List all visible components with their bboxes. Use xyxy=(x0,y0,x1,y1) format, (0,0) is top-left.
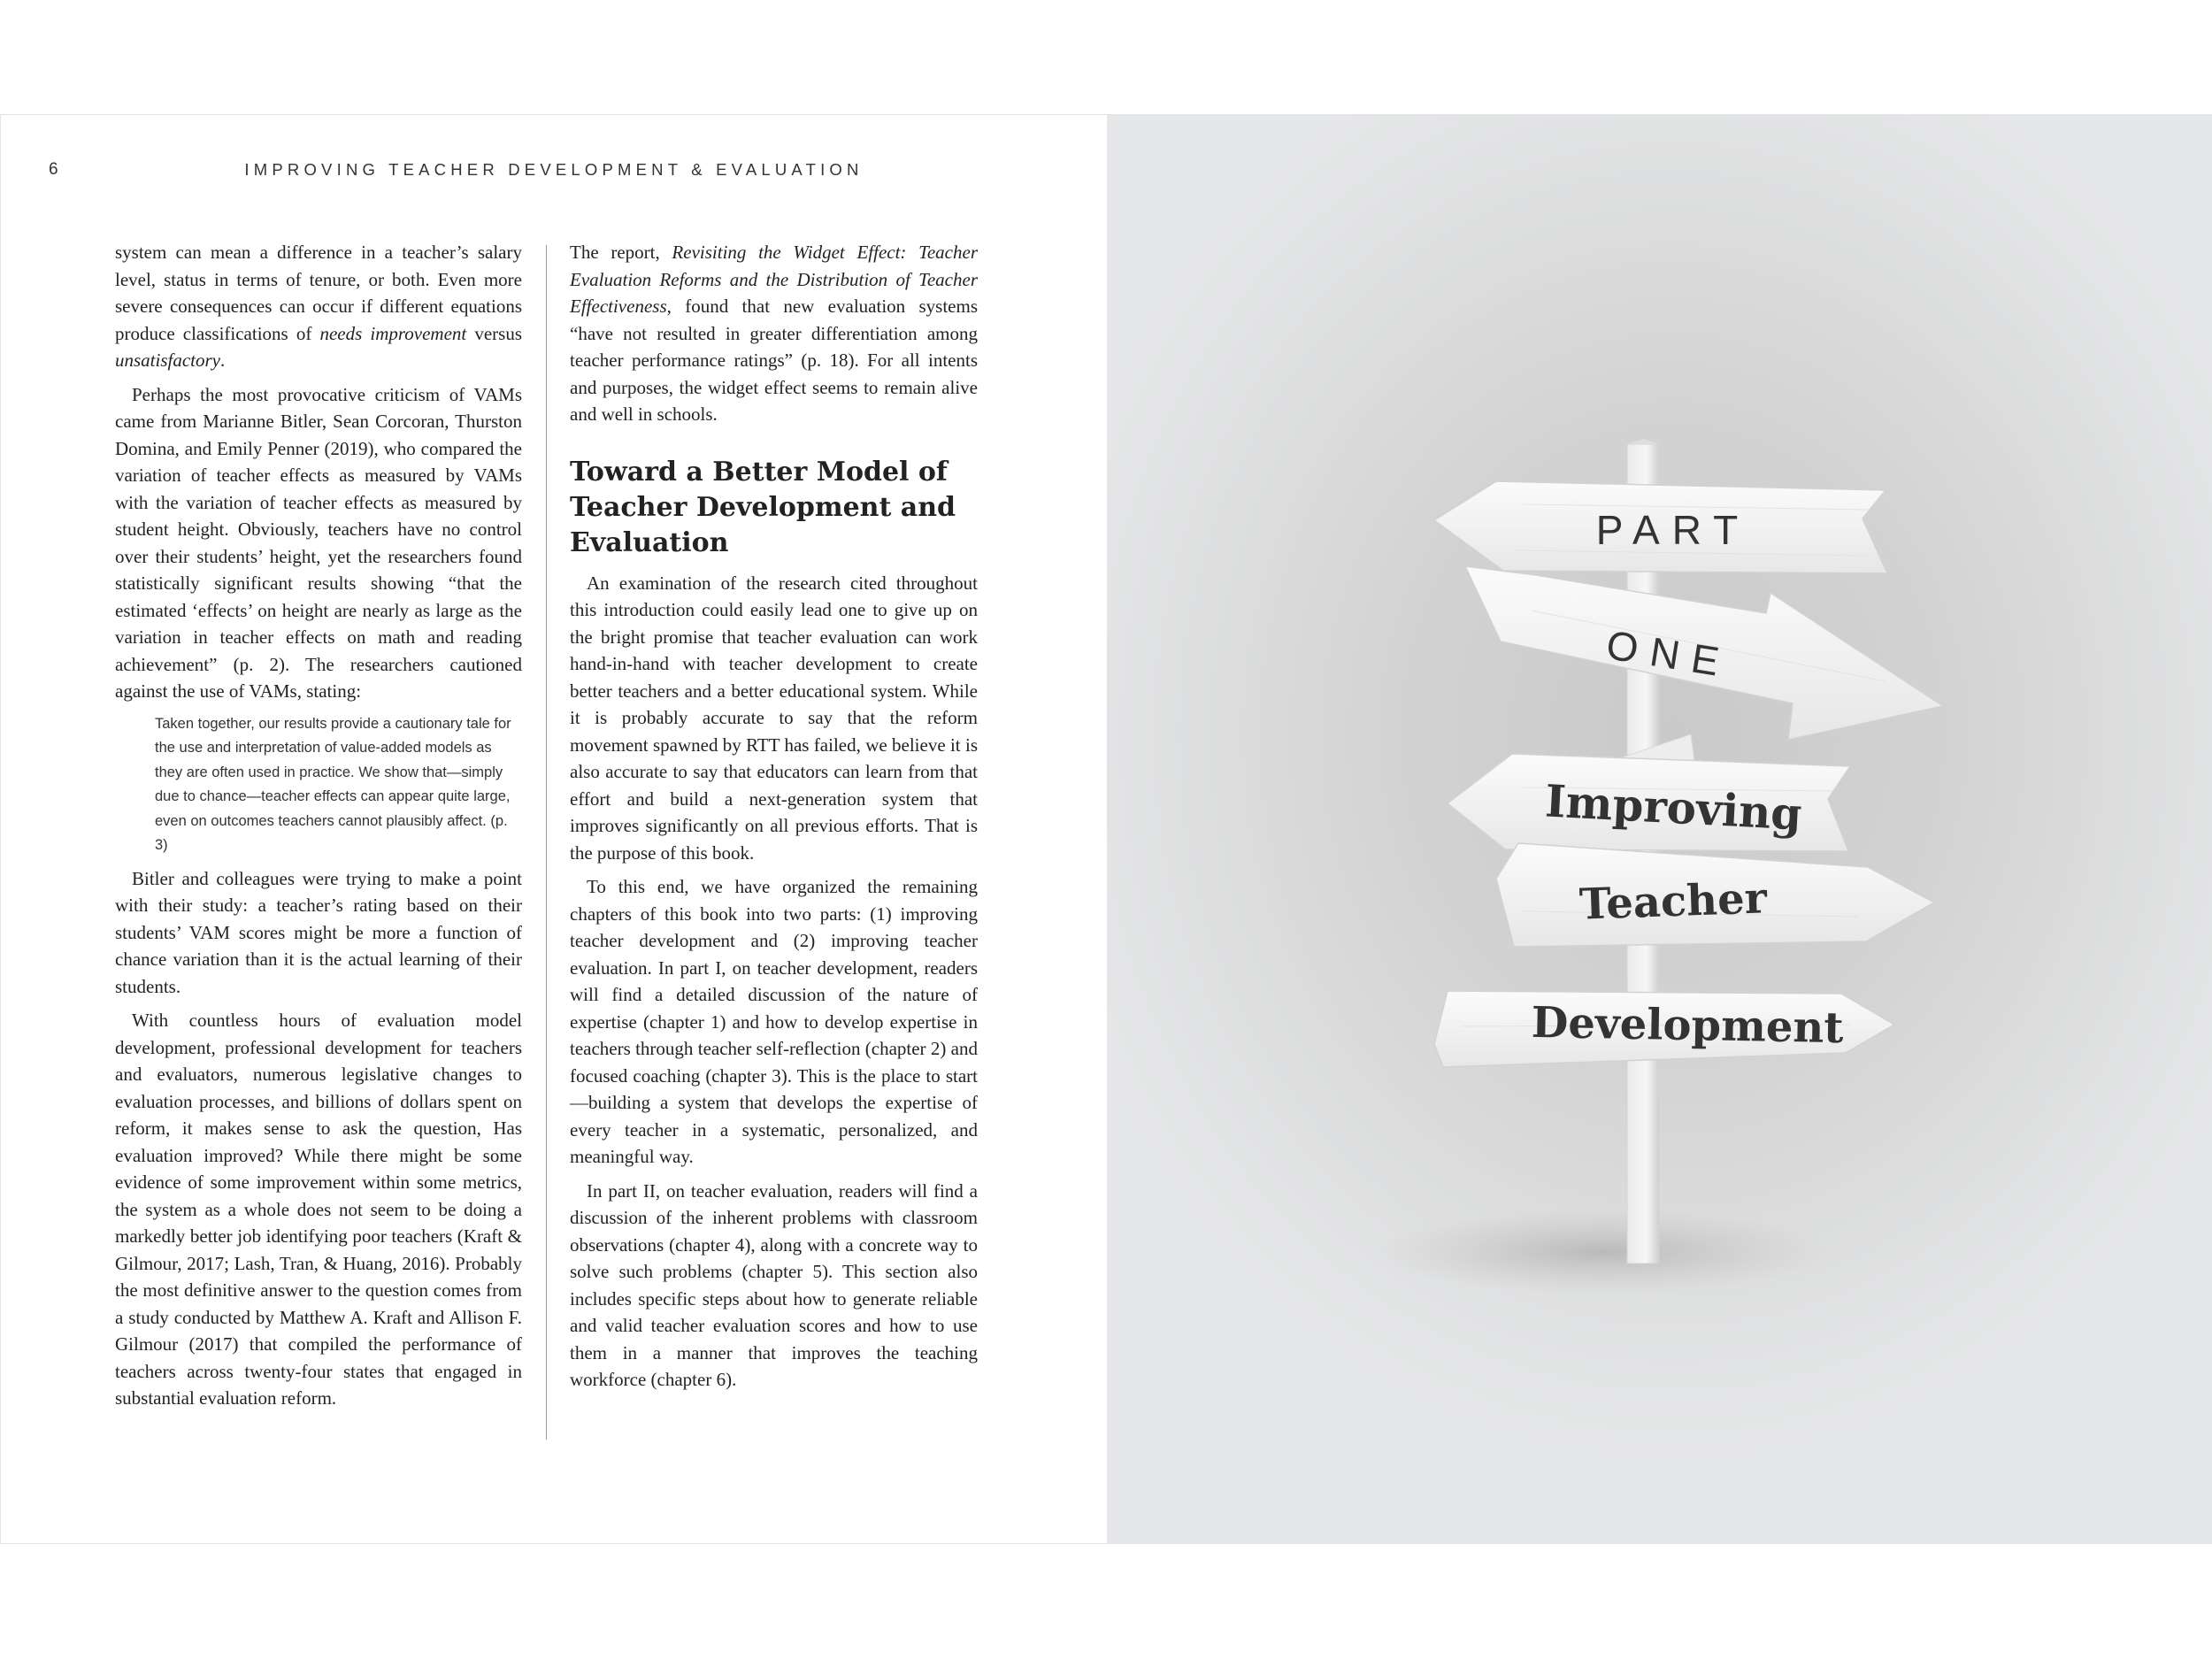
page-number: 6 xyxy=(49,160,58,179)
paragraph-7: To this end, we have organized the remaining chapters of this book into two parts: (1) improving teacher development and (2) improving teacher evaluation. In part I, on teacher development, readers will find a detailed discussion of the nature of expertise (chapter 1) and how to develop expertise in teachers through teacher self-reflection (chapter 2) and focused coaching (chapter 3). This is the place to start—building a system that develops the expertise of every teacher in a systematic, personalized, and meaningful way. xyxy=(570,876,978,1167)
sign-text-teacher: Teacher xyxy=(1578,873,1768,930)
part-title-page xyxy=(1107,115,2212,1543)
section-heading: Toward a Better Model of Teacher Development and Evaluation xyxy=(570,456,956,558)
paragraph-5: The report, Revisiting the Widget Effect: Teacher Evaluation Reforms and the Distribution of Teacher Effectiveness, found that new evaluation systems “have not resulted in greater differentiation among teacher performance ratings” (p. 18). For all intents and purposes, the widget effect seems to remain alive and well in schools. xyxy=(570,242,978,425)
left-page xyxy=(1,115,1107,1543)
paragraph-1: system can mean a difference in a teacher’s salary level, status in terms of tenure, or both. Even more severe consequences can occur if different equations produce classifications of needs improvement versus unsatisfactory. xyxy=(115,242,523,371)
sign-text-one: ONE xyxy=(1603,621,1735,687)
block-quote: Taken together, our results provide a cautionary tale for the use and interpretation of value-added models as they are often used in practice. We show that—simply due to chance—teacher effects can appear quite large, even on outcomes teachers cannot plausibly affect. (p. 3) xyxy=(155,715,511,853)
right-column xyxy=(570,239,978,1401)
pole-top xyxy=(1627,439,1659,444)
paragraph-2: Perhaps the most provocative criticism of VAMs came from Marianne Bitler, Sean Corcoran, Thurston Domina, and Emily Penner (2019), who compared the variation of teacher effects as measured by VAMs with the variation of teacher effects as measured by student height. Obviously, teachers have no control over their students’ height, yet the researchers found statistically significant results showing “that the estimated ‘effects’ on height are nearly as large as the variation in teacher effects on math and reading achievement” (p. 2). The researchers cautioned against the use of VAMs, stating: xyxy=(115,383,522,702)
post-shadow xyxy=(1372,1210,1832,1294)
sign-text-development: Development xyxy=(1531,997,1844,1054)
sign-text-improving: Improving xyxy=(1543,774,1803,841)
sign-text-part: PART xyxy=(1595,507,1751,553)
paragraph-4: With countless hours of evaluation model development, professional development for teachers and evaluators, numerous legislative changes to evaluation processes, and billions of dollars spent on reform, it makes sense to ask the question, Has evaluation improved? While there might be some evidence of some improvement within some metrics, the system as a whole does not seem to be doing a markedly better job identifying poor teachers (Kraft & Gilmour, 2017; Lash, Tran, & Huang, 2016). Probably the most definitive answer to the question comes from a study conducted by Matthew A. Kraft and Allison F. Gilmour (2017) that compiled the performance of teachers across twenty-four states that engaged in substantial evaluation reform. xyxy=(115,1010,522,1409)
paragraph-8: In part II, on teacher evaluation, readers will find a discussion of the inherent problems with classroom observations (chapter 4), along with a concrete way to solve such problems (chapter 5). This section also includes specific steps about how to generate reliable and valid teacher evaluation scores and how to use them in a manner that improves the teaching workforce (chapter 6). xyxy=(570,1179,978,1390)
paragraph-3: Bitler and colleagues were trying to make a point with their study: a teacher’s rating based on their students’ VAM scores might be more a function of chance variation than it is the actual learning of their students. xyxy=(115,867,522,997)
column-divider xyxy=(546,245,547,1440)
book-spread xyxy=(0,114,2212,1544)
running-head: IMPROVING TEACHER DEVELOPMENT & EVALUATION xyxy=(244,160,864,179)
signpost-illustration xyxy=(1107,115,2212,1543)
paragraph-6: An examination of the research cited throughout this introduction could easily lead one to give up on the bright promise that teacher evaluation can work hand-in-hand with teacher development to create better teachers and a better educational system. While it is probably accurate to say that the reform movement spawned by RTT has failed, we believe it is also accurate to say that educators can learn from that effort and build a next-generation system that improves significantly on all previous efforts. That is the purpose of this book. xyxy=(570,572,978,864)
left-column xyxy=(115,239,522,1419)
